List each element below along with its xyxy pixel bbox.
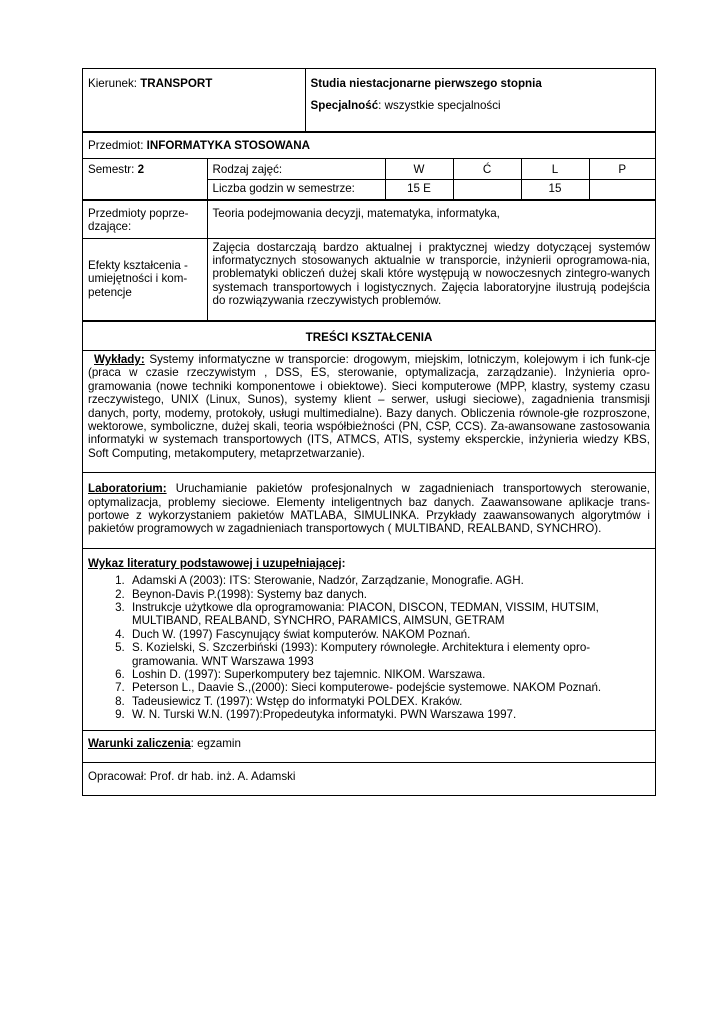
literatura-section xyxy=(83,548,655,730)
list-item: 7. Peterson L., Daavie S.,(2000): Sieci komputerowe- podejście systemowe. NAKOM Poznań. xyxy=(128,681,650,694)
laboratorium-label: Laboratorium: xyxy=(88,482,167,496)
type-p: P xyxy=(589,158,655,179)
przedmiot-label: Przedmiot: xyxy=(88,138,147,152)
wyklady-text: Systemy informatyczne w transporcie: drogowym, miejskim, lotniczym, kolejowym i ich funk-cje (praca w czasie rzeczywistym , DSS, ES, sterowanie, optymalizacja, zarządzanie). Inżynieria opro-gramowania (nowe techniki komponentowe i obiektowe). Sieci komputerowe (MPP, klastry, systemy czasu rzeczywistego, UNIX (Linux, Sunos), systemy klient – serwer, usługi sieciowe), zagadnienia transmisji danych, porty, modemy, protokoły, usługi multimedialne). Bazy danych. Obliczenia równole-głe rozproszone, wektorowe, symboliczne, dużej skali, teoria współbieżności (PN, CSP, CCS). Za-awansowane zastosowania informatyki w systemach transportowych (ITS, ATMCS, ATIS, systemy eksperckie, inżynieria wiedzy KBS, Soft Computing, metakomputery, metaprzetwarzanie). xyxy=(88,352,650,460)
kierunek-value: TRANSPORT xyxy=(140,77,213,90)
list-item: 2. Beynon-Davis P.(1998): Systemy baz danych. xyxy=(128,588,650,601)
poprzedzajace-value: Teoria podejmowania decyzji, matematyka, informatyka, xyxy=(207,200,655,238)
type-w: W xyxy=(385,158,453,179)
warunki-value: : egzamin xyxy=(190,736,241,750)
wyklady-section xyxy=(83,350,655,472)
tresci-title: TREŚCI KSZTAŁCENIA xyxy=(83,321,655,350)
kierunek-cell xyxy=(83,69,305,131)
opracowal-section xyxy=(83,762,655,795)
list-item: 3. Instrukcje użytkowe dla oprogramowania: PIACON, DISCON, TEDMAN, VISSIM, HUTSIM, MULTIBAND, REALBAND, SYNCHRO, PARAMICS, AIMSUN, GETRAM xyxy=(128,601,650,628)
liczba-godzin-label: Liczba godzin w semestrze: xyxy=(207,179,385,199)
efekty-label: Efekty kształcenia - umiejętności i kom-petencje xyxy=(83,238,207,320)
literatura-heading xyxy=(88,557,650,570)
list-item: 4. Duch W. (1997) Fascynujący świat komputerów. NAKOM Poznań. xyxy=(128,628,650,641)
semestr-value: 2 xyxy=(137,162,145,176)
wyklady-label: Wykłady: xyxy=(94,352,145,366)
list-item: 6. Loshin D. (1997): Superkomputery bez tajemnic. NIKOM. Warszawa. xyxy=(128,668,650,681)
efekty-value: Zajęcia dostarczają bardzo aktualnej i praktycznej wiedzy dotyczącej systemów informatycznych stosowanych aktualnie w transporcie, inżynierii oprogramowa-nia, problematyki obliczeń dużej skali które występują w nowoczesnych zintegro-wanych systemach transportowych i logistycznych. Zajęcia laboratoryjne ilustrują podejścia do rozwiązywania rzeczywistych problemów. xyxy=(207,238,655,320)
list-item: 8. Tadeusiewicz T. (1997): Wstęp do informatyki POLDEX. Kraków. xyxy=(128,695,650,708)
details-table xyxy=(83,200,655,321)
syllabus-sheet xyxy=(82,68,656,796)
type-l: L xyxy=(521,158,589,179)
literatura-title: Wykaz literatury podstawowej i uzupełniającej xyxy=(88,556,342,570)
list-item: 5. S. Kozielski, S. Szczerbiński (1993): Komputery równoległe. Architektura i elementy opro-gramowania. WNT Warszawa 1993 xyxy=(128,641,650,668)
studia-cell xyxy=(305,69,655,131)
list-item: 9. W. N. Turski W.N. (1997):Propedeutyka informatyki. PWN Warszawa 1997. xyxy=(128,708,650,721)
kierunek-label: Kierunek: xyxy=(88,77,141,90)
hours-p xyxy=(589,179,655,199)
warunki-section xyxy=(83,730,655,762)
warunki-label: Warunki zaliczenia xyxy=(88,736,191,750)
opracowal-text: Opracował: Prof. dr hab. inż. A. Adamski xyxy=(88,770,296,784)
hours-c xyxy=(453,179,521,199)
laboratorium-section xyxy=(83,472,655,548)
przedmiot-row xyxy=(83,132,655,158)
list-item: 1. Adamski A (2003): ITS: Sterowanie, Nadzór, Zarządzanie, Monografie. AGH. xyxy=(128,574,650,587)
hours-l: 15 xyxy=(521,179,589,199)
specjalnosc-value: : wszystkie specjalności xyxy=(378,99,501,113)
header-table xyxy=(83,69,655,132)
semestr-cell xyxy=(83,158,207,199)
przedmiot-value: INFORMATYKA STOSOWANA xyxy=(146,138,311,152)
poprzedzajace-label: Przedmioty poprze-dzające: xyxy=(83,200,207,238)
type-c: Ć xyxy=(453,158,521,179)
laboratorium-text: Uruchamianie pakietów profesjonalnych w zagadnieniach transportowych sterowanie, optymalizacja, problemy sieciowe. Elementy inteligentnych baz danych. Zaawansowane aplikacje trans-portowe z wykorzystaniem pakietów MATLABA, SIMULINKA. Przykłady zaawansowanych algorytmów i pakietów programowych w zagadnieniach transportowych ( MULTIBAND, REALBAND, SYNCHRO). xyxy=(88,482,650,536)
literatura-colon: : xyxy=(341,556,346,570)
semestr-label: Semestr: xyxy=(88,162,138,176)
semestr-table xyxy=(83,158,655,200)
specjalnosc-line xyxy=(311,99,651,112)
specjalnosc-label: Specjalność xyxy=(310,99,379,113)
literatura-list xyxy=(88,574,650,721)
studia-text: Studia niestacjonarne pierwszego stopnia xyxy=(310,77,542,90)
rodzaj-zajec-label: Rodzaj zajęć: xyxy=(207,158,385,179)
hours-w: 15 E xyxy=(385,179,453,199)
